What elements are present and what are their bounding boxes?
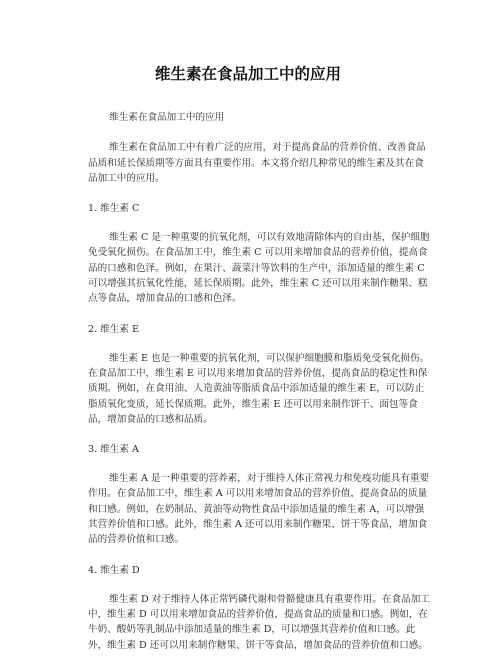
paragraph-vitamin-e: 维生素 E 也是一种重要的抗氧化剂，可以保护细胞膜和脂质免受氧化损伤。在食品加工中，维生素 E 可以用来增加食品的营养价值，提高食品的稳定性和保质期。例如，在食用油、人造黄油等脂质食品中添加适量的维生素 E，可以防止脂质氧化变质，延长保质期。此外，维生素 E 还可以用来制作饼干、面包等食品，增加食品的口感和品质。 <box>88 352 430 425</box>
paragraph-subtitle: 维生素在食品加工中的应用 <box>109 112 225 123</box>
section-heading-vitamin-c: 1. 维生素 C <box>88 203 140 215</box>
paragraph-vitamin-d: 维生素 D 对于维持人体正常钙磷代谢和骨骼健康具有重要作用。在食品加工中，维生素 D 可以用来增加食品的营养价值，提高食品的质量和口感。例如，在牛奶、酸奶等乳制品中添加适量的维生素 D，可以增强其营养价值和口感。此外，维生素 D 还可以用来制作糖果、饼干等食品，增加食品的营养价值和口感。 <box>88 593 430 651</box>
document-body <box>88 110 430 668</box>
paragraph-vitamin-a: 维生素 A 是一种重要的营养素，对于维持人体正常视力和免疫功能具有重要作用。在食品加工中，维生素 A 可以用来增加食品的营养价值，提高食品的质量和口感。例如，在奶制品、黄油等动物性食品中添加适量的维生素 A，可以增强其营养价值和口感。此外，维生素 A 还可以用来制作糖果、饼干等食品，增加食品的营养价值和口感。 <box>88 473 430 546</box>
paragraph-intro: 维生素在食品加工中有着广泛的应用，对于提高食品的营养价值、改善食品品质和延长保质期等方面具有重要作用。本文将介绍几种常见的维生素及其在食品加工中的应用。 <box>88 142 426 184</box>
section-heading-vitamin-a: 3. 维生素 A <box>88 444 139 456</box>
document-title: 维生素在食品加工中的应用 <box>154 64 341 83</box>
paragraph-vitamin-c: 维生素 C 是一种重要的抗氧化剂，可以有效地清除体内的自由基，保护细胞免受氧化损伤。在食品加工中，维生素 C 可以用来增加食品的营养价值，提高食品的口感和色泽。例如，在果汁、蔬菜汁等饮料的生产中，添加适量的维生素 C 可以增强其抗氧化性能，延长保质期。此外，维生素 C 还可以用来制作糖果、糕点等食品，增加食品的口感和色泽。 <box>88 232 430 305</box>
section-heading-vitamin-e: 2. 维生素 E <box>88 323 140 335</box>
section-heading-vitamin-d: 4. 维生素 D <box>88 564 140 576</box>
